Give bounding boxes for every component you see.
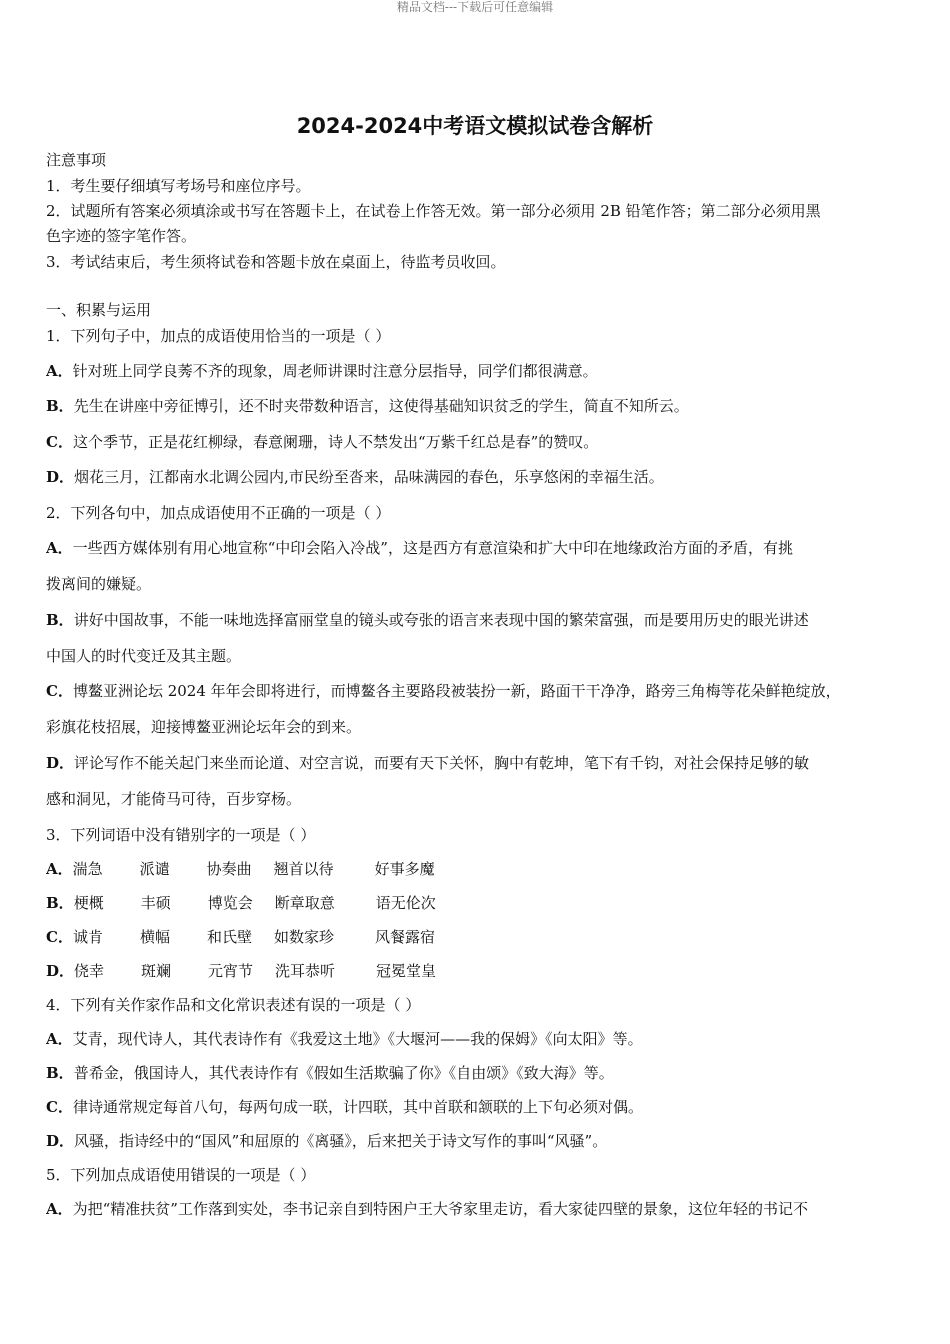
word: 洗耳恭听 bbox=[275, 962, 336, 980]
option-letter: D． bbox=[46, 962, 75, 980]
question-1-option-c bbox=[46, 431, 916, 453]
question-3-option-c bbox=[46, 926, 916, 948]
question-3-option-a bbox=[46, 858, 916, 880]
option-letter: B． bbox=[46, 894, 74, 912]
option-letter: C． bbox=[46, 928, 73, 946]
question-5-option-a bbox=[46, 1198, 916, 1220]
word: 梗概 bbox=[73, 894, 104, 912]
option-letter: C． bbox=[46, 433, 73, 451]
question-1-option-b bbox=[46, 395, 916, 417]
option-text: 风骚，指诗经中的“国风”和屈原的《离骚》，后来把关于诗文写作的事叫“风骚”。 bbox=[74, 1132, 608, 1150]
question-3-option-b bbox=[46, 892, 916, 914]
option-text: 博鳌亚洲论坛 2024 年年会即将进行，而博鳌各主要路段被装扮一新，路面干干净净，路旁三角梅等花朵鲜艳绽放， bbox=[72, 682, 841, 700]
question-1-stem: 1．下列句子中，加点的成语使用恰当的一项是（ ） bbox=[46, 327, 391, 345]
option-letter: C． bbox=[46, 682, 73, 700]
option-letter: A． bbox=[46, 1200, 73, 1218]
question-2-option-a-cont: 拨离间的嫌疑。 bbox=[46, 575, 152, 593]
notice-item: 色字迹的签字笔作答。 bbox=[46, 227, 197, 245]
option-letter: A． bbox=[46, 362, 73, 380]
question-4-option-a bbox=[46, 1028, 916, 1050]
word: 如数家珍 bbox=[273, 928, 334, 946]
word: 诚肯 bbox=[72, 928, 103, 946]
option-letter: C． bbox=[46, 1098, 73, 1116]
question-3-option-d bbox=[46, 960, 916, 982]
word: 元宵节 bbox=[208, 962, 254, 980]
option-text: 针对班上同学良莠不齐的现象，周老师讲课时注意分层指导，同学们都很满意。 bbox=[72, 362, 598, 380]
word: 博览会 bbox=[207, 894, 253, 912]
word: 斑斓 bbox=[141, 962, 172, 980]
document-title: 2024-2024中考语文模拟试卷含解析 bbox=[296, 114, 654, 138]
word: 和氏壁 bbox=[206, 928, 252, 946]
question-4-option-c bbox=[46, 1096, 916, 1118]
word: 翘首以待 bbox=[273, 860, 334, 878]
question-2-option-c bbox=[46, 680, 916, 702]
word: 冠冕堂皇 bbox=[376, 962, 437, 980]
question-2-option-c-cont: 彩旗花枝招展，迎接博鳌亚洲论坛年会的到来。 bbox=[46, 718, 362, 736]
option-text: 艾青，现代诗人，其代表诗作有《我爱这土地》《大堰河——我的保姆》《向太阳》等。 bbox=[72, 1030, 643, 1048]
option-letter: A． bbox=[46, 1030, 73, 1048]
option-text: 普希金，俄国诗人，其代表诗作有《假如生活欺骗了你》《自由颂》《致大海》等。 bbox=[73, 1064, 614, 1082]
option-letter: B． bbox=[46, 397, 74, 415]
option-letter: D． bbox=[46, 754, 75, 772]
option-text: 先生在讲座中旁征博引，还不时夹带数种语言，这使得基础知识贫乏的学生，简直不知所云。 bbox=[73, 397, 689, 415]
question-2-option-d bbox=[46, 752, 916, 774]
option-letter: B． bbox=[46, 1064, 74, 1082]
question-4-stem: 4．下列有关作家作品和文化常识表述有误的一项是（ ） bbox=[46, 996, 421, 1014]
header-note: 精品文档---下载后可任意编辑 bbox=[396, 0, 554, 14]
word: 横幅 bbox=[139, 928, 170, 946]
question-2-stem: 2．下列各句中，加点成语使用不正确的一项是（ ） bbox=[46, 504, 391, 522]
option-text: 律诗通常规定每首八句，每两句成一联，计四联，其中首联和颔联的上下句必须对偶。 bbox=[72, 1098, 643, 1116]
question-2-option-b-cont: 中国人的时代变迁及其主题。 bbox=[46, 647, 242, 665]
notice-item: 2．试题所有答案必须填涂或书写在答题卡上，在试卷上作答无效。第一部分必须用 2B 铅笔作答；第二部分必须用黑 bbox=[46, 202, 821, 220]
question-5-stem: 5．下列加点成语使用错误的一项是（ ） bbox=[46, 1166, 316, 1184]
option-text: 为把“精准扶贫”工作落到实处，李书记亲自到特困户王大爷家里走访，看大家徒四壁的景象，这位年轻的书记不 bbox=[72, 1200, 808, 1218]
notice-item: 3．考试结束后，考生须将试卷和答题卡放在桌面上，待监考员收回。 bbox=[46, 253, 506, 271]
word: 侥幸 bbox=[74, 962, 105, 980]
question-3-stem: 3．下列词语中没有错别字的一项是（ ） bbox=[46, 826, 316, 844]
word: 风餐露宿 bbox=[374, 928, 435, 946]
word: 协奏曲 bbox=[206, 860, 252, 878]
question-4-option-b bbox=[46, 1062, 916, 1084]
section-heading: 一、积累与运用 bbox=[46, 301, 152, 319]
notice-heading: 注意事项 bbox=[46, 151, 107, 169]
word: 湍急 bbox=[72, 860, 103, 878]
word: 丰硕 bbox=[140, 894, 171, 912]
option-letter: B． bbox=[46, 611, 74, 629]
word: 断章取意 bbox=[274, 894, 335, 912]
option-letter: D． bbox=[46, 468, 75, 486]
option-text: 一些西方媒体别有用心地宣称“中印会陷入冷战”，这是西方有意渲染和扩大中印在地缘政治方面的矛盾，有挑 bbox=[72, 539, 793, 557]
option-text: 讲好中国故事，不能一味地选择富丽堂皇的镜头或夸张的语言来表现中国的繁荣富强，而是要用历史的眼光讲述 bbox=[73, 611, 809, 629]
question-1-option-a bbox=[46, 360, 916, 382]
question-2-option-a bbox=[46, 537, 916, 559]
question-1-option-d bbox=[46, 466, 916, 488]
option-letter: D． bbox=[46, 1132, 75, 1150]
word: 派谴 bbox=[139, 860, 170, 878]
option-text: 这个季节，正是花红柳绿，春意阑珊，诗人不禁发出“万紫千红总是春”的赞叹。 bbox=[72, 433, 599, 451]
option-text: 烟花三月，江都南水北调公园内,市民纷至沓来，品味满园的春色，乐享悠闲的幸福生活。 bbox=[74, 468, 664, 486]
question-2-option-b bbox=[46, 609, 916, 631]
option-text: 评论写作不能关起门来坐而论道、对空言说，而要有天下关怀，胸中有乾坤，笔下有千钧，对社会保持足够的敏 bbox=[74, 754, 810, 772]
question-2-option-d-cont: 感和洞见，才能倚马可待，百步穿杨。 bbox=[46, 790, 302, 808]
question-4-option-d bbox=[46, 1130, 916, 1152]
option-letter: A． bbox=[46, 539, 73, 557]
word: 好事多魔 bbox=[374, 860, 435, 878]
word: 语无伦次 bbox=[375, 894, 436, 912]
notice-item: 1．考生要仔细填写考场号和座位序号。 bbox=[46, 177, 311, 195]
option-letter: A． bbox=[46, 860, 73, 878]
